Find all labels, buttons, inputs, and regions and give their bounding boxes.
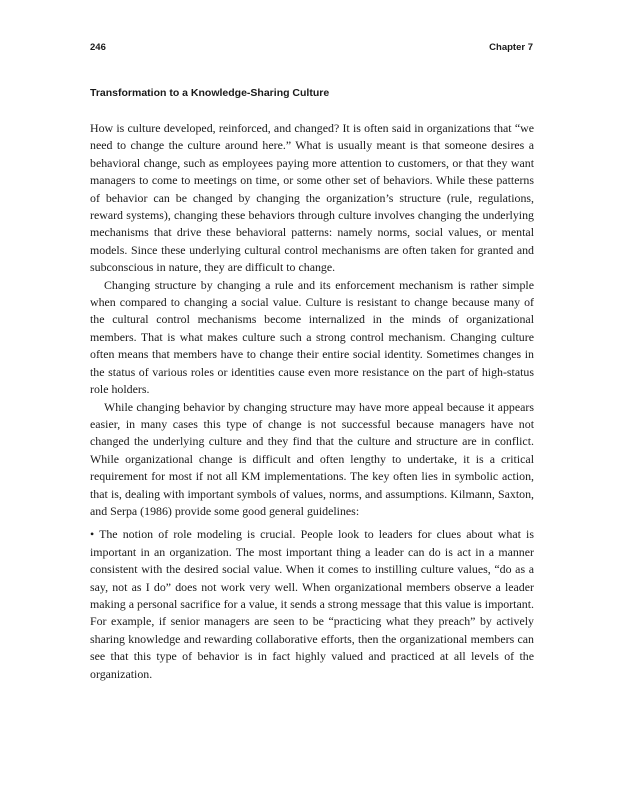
paragraph: How is culture developed, reinforced, and changed? It is often said in organizations that “we need to change the culture around here.” What is usually meant is that someone desires a behavioral change, such as employees paying more attention to customers, or that they want managers to come to meetings on time, or some other set of behaviors. While these patterns of behavior can be changed by changing the organization’s structure (rule, regulations, reward systems), changing these behaviors through culture involves changing the underlying mechanisms that drive these behavioral patterns: namely norms, social values, or mental models. Since these underlying cultural control mechanisms are often taken for granted and subconscious in nature, they are difficult to change.	[90, 121, 534, 275]
body-text	[90, 120, 534, 683]
paragraph: While changing behavior by changing structure may have more appeal because it appears easier, in many cases this type of change is not successful because managers have not changed the underlying culture and they find that the culture and structure are in conflict. While organizational change is difficult and often lengthy to undertake, it is a critical requirement for most if not all KM implementations. The key often lies in symbolic action, that is, dealing with important symbols of values, norms, and assumptions. Kilmann, Saxton, and Serpa (1986) provide some good general guidelines:	[90, 399, 534, 518]
page-number: 246	[90, 42, 106, 53]
running-header	[90, 42, 533, 56]
bullet-item: • The notion of role modeling is crucial. People look to leaders for clues about what is important in an organization. The most important thing a leader can do is act in a manner consistent with the desired social value. When it comes to instilling culture values, “do as a say, not as I do” does not work very well. When organizational members observe a leader making a personal sacrifice for a value, it sends a strong message that this value is important. For example, if senior managers are seen to be “practicing what they preach” by actively sharing knowledge and rewarding collaborative efforts, then the organizational members can see that this type of behavior is in fact highly valued and practiced at all levels of the organization.	[90, 527, 534, 681]
section-title: Transformation to a Knowledge-Sharing Culture	[90, 87, 330, 99]
paragraph: Changing structure by changing a rule and its enforcement mechanism is rather simple when compared to changing a social value. Culture is resistant to change because many of the cultural control mechanisms become internalized in the minds of organizational members. That is what makes culture such a strong control mechanism. Changing culture often means that members have to change their entire social identity. Sometimes changes in the status of various roles or identities cause even more resistance on the part of high-status role holders.	[90, 277, 534, 397]
chapter-label: Chapter 7	[489, 42, 533, 53]
